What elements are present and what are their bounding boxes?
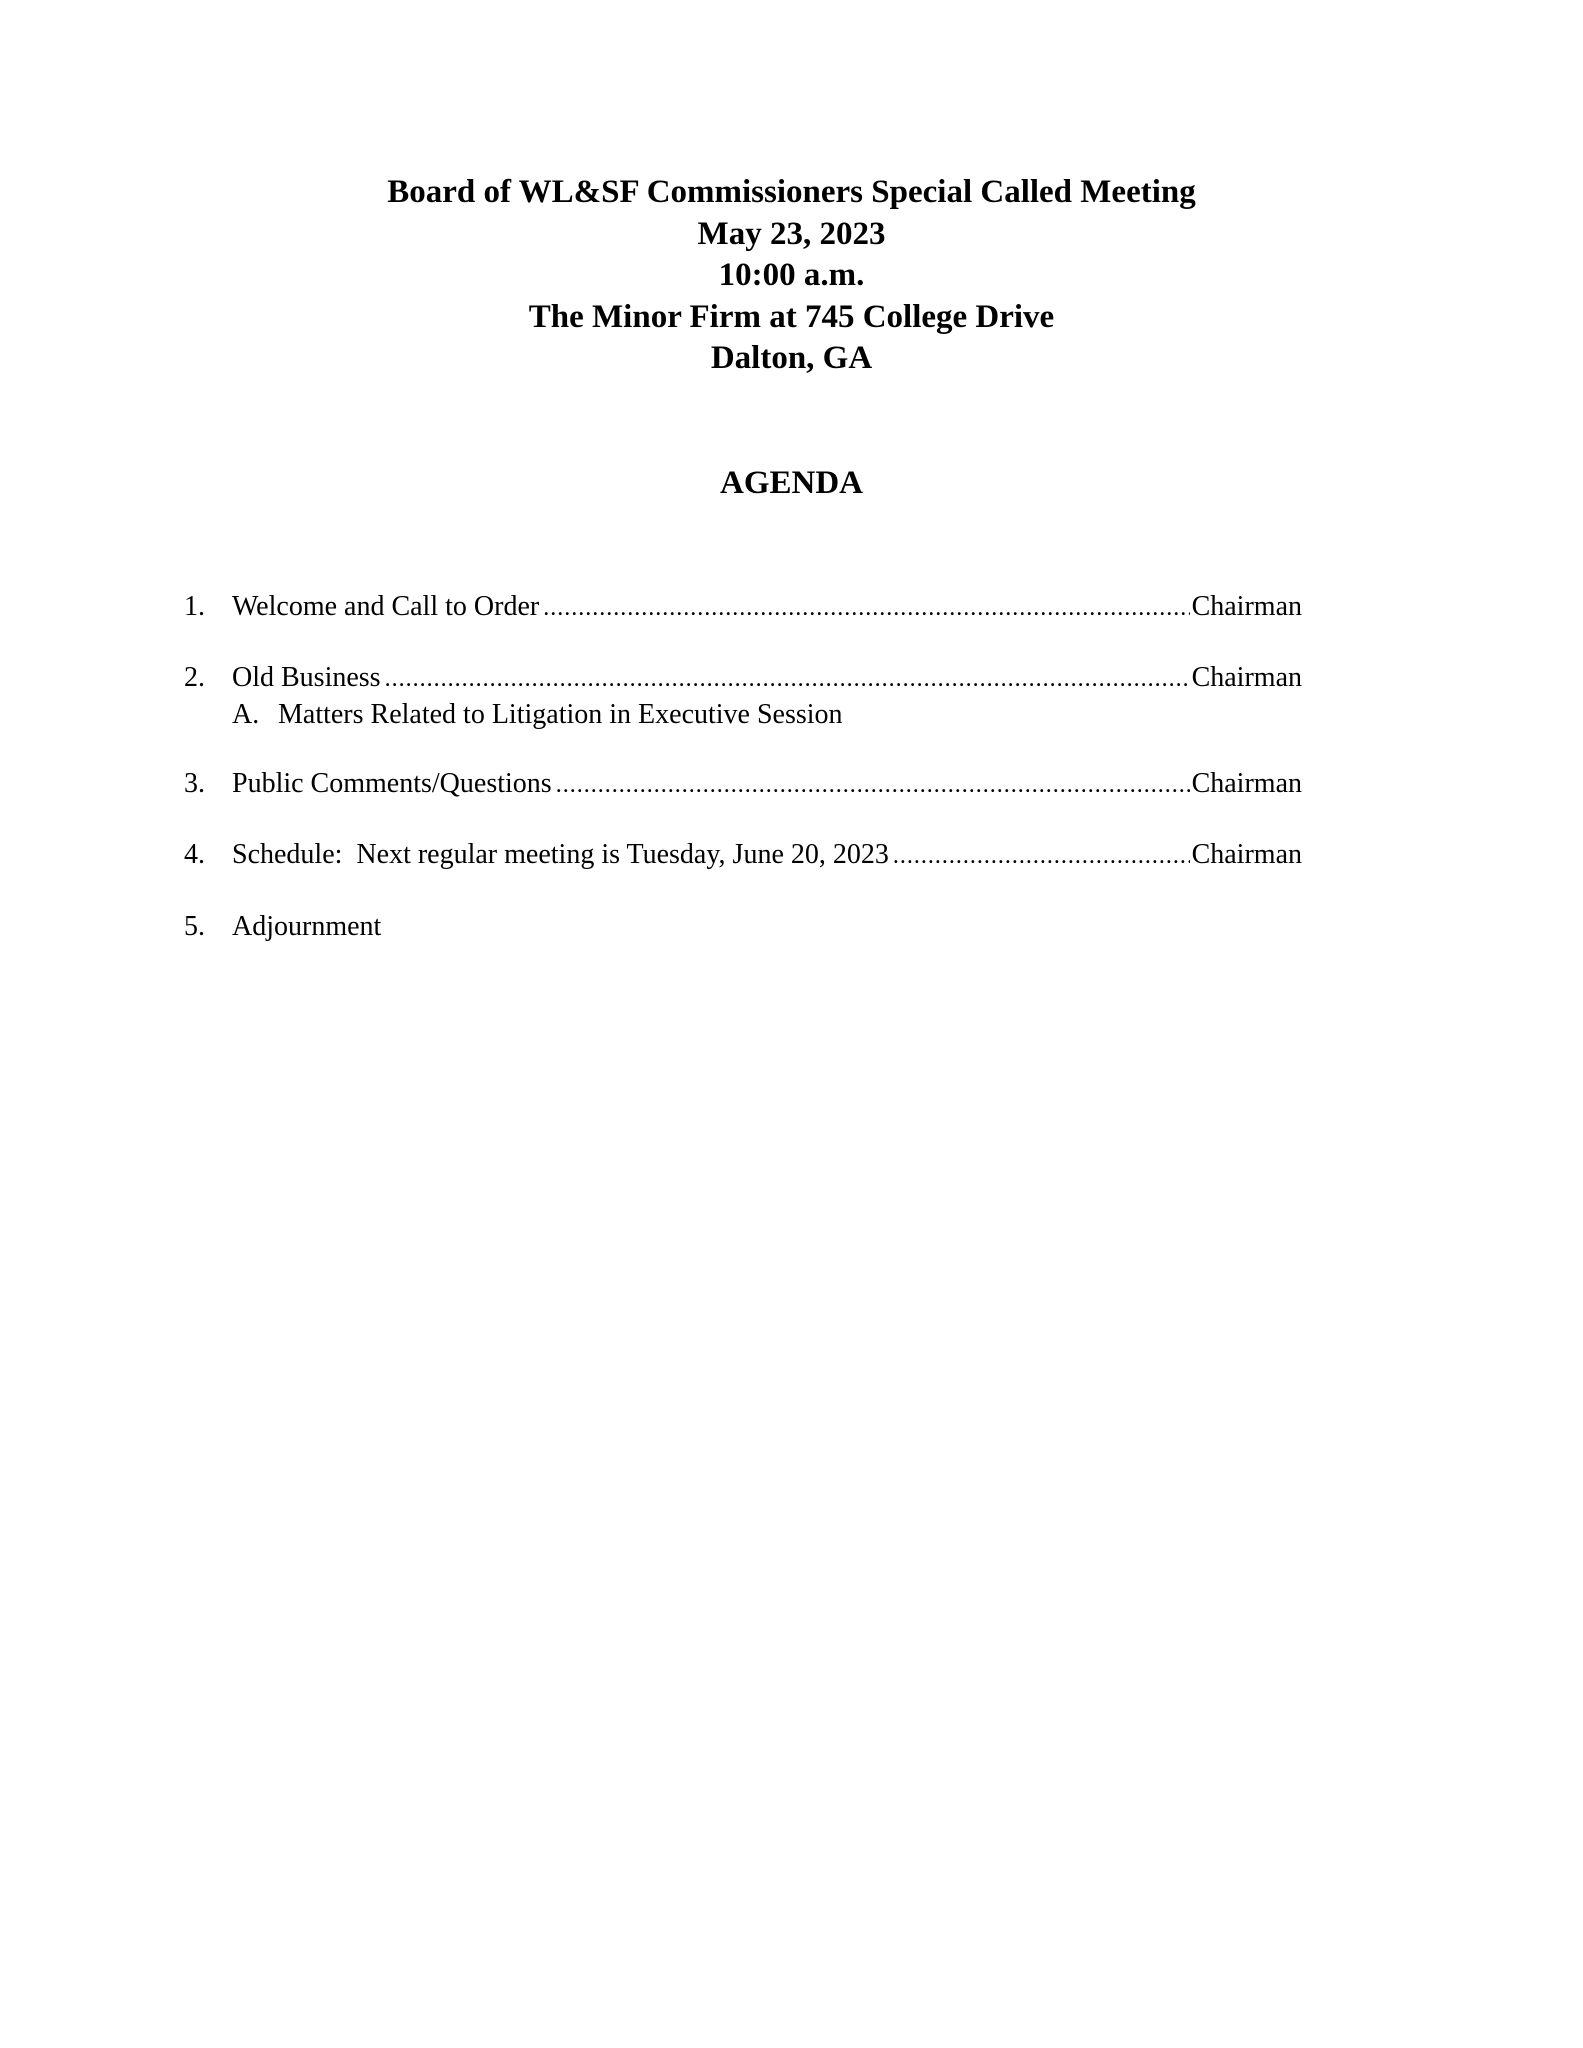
agenda-item-label: Schedule: Next regular meeting is Tuesday, June 20, 2023 <box>232 839 889 870</box>
agenda-item-1 <box>184 590 1302 625</box>
agenda-item-number: 3. <box>184 768 205 799</box>
agenda-item-4 <box>184 838 1302 873</box>
agenda-item-presenter: Chairman <box>1191 662 1302 693</box>
agenda-item-number: 5. <box>184 911 205 942</box>
meeting-header <box>0 172 1583 380</box>
agenda-subitem-text: Matters Related to Litigation in Executive Session <box>278 699 843 730</box>
agenda-subitem <box>184 698 1302 732</box>
agenda-item-number: 4. <box>184 839 205 870</box>
agenda-item-5 <box>184 910 1302 944</box>
meeting-city: Dalton, GA <box>710 340 873 376</box>
agenda-item-label: Adjournment <box>232 911 382 942</box>
dot-leader <box>893 839 1190 873</box>
agenda-item-presenter: Chairman <box>1191 591 1302 622</box>
agenda-item-presenter: Chairman <box>1191 768 1302 799</box>
agenda-item-number: 2. <box>184 662 205 693</box>
agenda-item-presenter: Chairman <box>1191 839 1302 870</box>
meeting-date: May 23, 2023 <box>697 215 886 252</box>
agenda-item-label: Welcome and Call to Order <box>232 591 540 622</box>
agenda-subitem-letter: A. <box>232 699 260 730</box>
agenda-item-label: Public Comments/Questions <box>232 768 552 799</box>
dot-leader <box>543 591 1189 625</box>
agenda-item-label: Old Business <box>232 662 381 693</box>
agenda-item-2 <box>184 661 1302 732</box>
meeting-time: 10:00 a.m. <box>718 257 865 293</box>
dot-leader <box>556 768 1190 802</box>
agenda-item-number: 1. <box>184 591 205 622</box>
meeting-location: The Minor Firm at 745 College Drive <box>528 298 1055 335</box>
agenda-heading: AGENDA <box>719 465 863 501</box>
dot-leader <box>385 662 1190 696</box>
agenda-item-3 <box>184 767 1302 802</box>
meeting-title: Board of WL&SF Commissioners Special Called Meeting <box>387 174 1196 210</box>
